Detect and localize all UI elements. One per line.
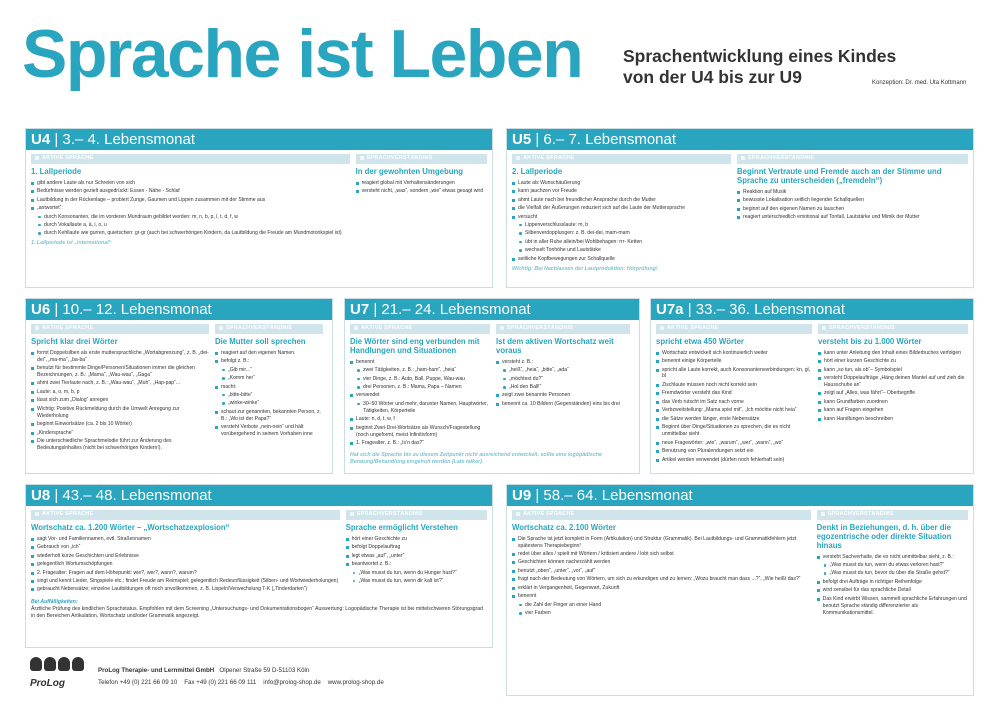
list-item: gibt andere Laute als nur Schreien von sich [31, 180, 350, 187]
list-item: „Komm her“ [215, 375, 323, 382]
list-item: Bedürfnisse werden gezielt ausgedrückt: Essen - Nähe - Schlaf [31, 188, 350, 195]
list-item: „Hol den Ball!“ [496, 384, 630, 391]
list-item: Silbenverdopplungen: z. B. dei-dei, mam-mam [512, 230, 731, 237]
section-heading: Wortschatz ca. 1.200 Wörter – „Wortschatzexplosion“ [31, 522, 230, 532]
list-item: Reaktion auf Musik [737, 189, 968, 196]
list-item: singt und kennt Lieder, Singspiele etc.; findet Freude am Reimspiel; gelegentlich Redeunflüssigkeit (Silben- und Wortwiederholungen) [31, 578, 340, 585]
website-link[interactable]: www.prolog-shop.de [327, 679, 384, 686]
list-item: wechselt Tonhöhe und Lautstärke [512, 247, 731, 254]
list-item: legt etwas „auf“, „unter“ [346, 553, 487, 560]
list-item: versteht nicht, „was“, sondern „wie“ etwas gesagt wird [356, 188, 487, 195]
list-item: „Was musst du tun, wenn du Hunger hast?“ [346, 570, 487, 577]
panel-header: U5 | 6.– 7. Lebensmonat [507, 129, 973, 150]
list-item: formt Doppelsilben als erste muttersprachliche „Wortabgrenzung“, z. B. „dei-dei“, „ma-ma“, „ba-ba“ [31, 350, 209, 364]
section-heading: Ist dem aktiven Wortschatz weit voraus [496, 336, 614, 355]
list-item: Lippenverschlusslaute: m, b [512, 222, 731, 229]
active-speech: AKTIVE SPRACHE spricht etwa 450 Wörter Wortschatz entwickelt sich kontinuierlich weiter benennt einige Körperteile spricht alle Laute korrekt, auch Konsonantenverbindungen: kn, gl, bl Zischlaute müssen noch nicht korrekt sein Fremdwörter versteht das Kind das Verb rutscht im Satz nach vorne Verbzweitstellung: „Mama spiel mit“, „Ich möchte nicht heia“ die Sätze werden länger, erste Nebensätze Beginnt über Dinge/Situationen zu sprechen, die es nicht unmittelbar sieht neue Fragewörter: „wie“, „warum“, „wer“, „wann“, „wo“ Benutzung von Pluralendungen setzt ein Artikel werden verwendet (dürfen noch fehlerhaft sein) [656, 325, 811, 463]
list-item: macht: [215, 384, 323, 391]
active-speech: AKTIVE SPRACHE Wortschatz ca. 2.100 Wörter Die Sprache ist jetzt komplett in Form (Artikulation) und Struktur (Grammatik). Bei Lautbildungs- und Grammatikfehlern jetzt spätestens Therapiebeginn! redet über alles / spielt mit Wörtern / kritisiert andere / lobt sich selbst Geschichten können nacherzählt werden benutzt „oben“, „unter“, „vor“, „auf“ fragt nach der Bedeutung von Wörtern, um sich zu erkundigen und zu lernen: „Wozu braucht man dass ...?“, „Wie heißt das?“ erklärt in Vergangenheit, Gegenwart, Zukunft benennt die Zahl der Finger an einer Hand vier Farben [512, 510, 811, 619]
list-item: gelegentlich Wortumschöpfungen [31, 561, 340, 568]
list-item: bewusste Lokalisation seitlich liegender Schallquellen [737, 197, 968, 204]
active-speech: AKTIVE SPRACHE 2. Lallperiode Laute als Wunschäußerung kann jauchzen vor Freude ahmt Laute nach bei freundlicher Ansprache durch die Mutter die Vielfalt der Äußerungen reduziert sich auf die Laute der Muttersprache versucht Lippenverschlusslaute: m, b Silbenverdopplungen: z. B. dei-dei, mam-mam übt in aller Ruhe allein/bei Wohlbehagen: rrr- Ketten wechselt Tonhöhe und Lautstärke seitliche Kopfbewegungen zur Schallquelle Wichtig: Bei Nachlassen der Lautproduktion: Hörprüfung! [512, 154, 731, 273]
list-item: vier Dinge, z. B.: Auto, Ball, Puppe, Wau-wau [350, 376, 490, 383]
list-item: die Sätze werden länger, erste Nebensätze [656, 416, 812, 423]
note: Wichtig: Bei Nachlassen der Lautproduktion: Hörprüfung! [512, 265, 658, 272]
comprehension: SPRACHVERSTÄNDNIS Die Mutter soll sprechen reagiert auf den eigenen Namen. befolgt z. B.: „Gib mir...“ „Komm her“ macht: „bitte-bitte“ „winke-winke“ schaut zur genannten, bekannten Person, z. B.: „Wo ist der Papa?“ versteht Verbote „nein-nein“ und hält vorübergehend in seinem Vorhaben inne [215, 324, 323, 453]
list-item: benutzt „oben“, „unter“, „vor“, „auf“ [512, 568, 811, 575]
prolog-logo: ProLog [30, 655, 92, 691]
list-item: reagiert auf den eigenen Namen. [215, 350, 323, 357]
list-item: beantwortet z. B.: [346, 561, 487, 568]
section-heading: 1. Lallperiode [31, 166, 82, 176]
panel-header: U9 | 58.– 64. Lebensmonat [507, 485, 973, 506]
list-item: benennt [512, 593, 811, 600]
list-item: versteht z. B.: [496, 359, 630, 366]
list-item: zeigt auf „Alles, was fährt“– Oberbegriffe [818, 390, 968, 397]
list-item: vier Farben [512, 610, 811, 617]
list-item: versucht [512, 214, 731, 221]
list-item: „antwortet“: [31, 205, 350, 212]
list-item: sagt Vor- und Familiennamen, evtl. Straßennamen [31, 536, 340, 543]
list-item: beginnt Einwortsätze (ca. 2 bis 10 Wörter) [31, 421, 209, 428]
section-heading: In der gewohnten Umgebung [355, 166, 463, 176]
list-item: Geschichten können nacherzählt werden [512, 559, 811, 566]
list-item: benutzt für bestimmte Dinge/Personen/Situationen immer die gleichen Bezeichnungen, z. B.: „Mama“, „Wau-wau“, „Gaga“ [31, 365, 209, 379]
panel-header: U7a | 33.– 36. Lebensmonat [651, 299, 973, 320]
list-item: 30–50 Wörter und mehr, darunter Namen, Hauptwörter, Tätigkeiten, Körperteile [350, 401, 490, 415]
list-item: wird sensibel für das sprachliche Detail [817, 587, 968, 594]
list-item: Die unterschiedliche Sprachmelodie führt zur Änderung des Bedeutungsinhaltes (nicht bei schwerhörigen Kindern!). [31, 438, 209, 452]
list-item: Laute: n, d, t, w, f [350, 416, 490, 423]
panel-header: U4 | 3.– 4. Lebensmonat [26, 129, 492, 150]
panel-u7 [344, 298, 640, 474]
list-item: Fremdwörter versteht das Kind [656, 390, 812, 397]
list-item: Wichtig: Positive Rückmeldung durch die Umwelt Anregung zur Wiederholung [31, 406, 209, 420]
list-item: versteht Verbote „nein-nein“ und hält vorübergehend in seinem Vorhaben inne [215, 424, 323, 438]
list-item: Laute als Wunschäußerung [512, 180, 731, 187]
page-subtitle: Sprachentwicklung eines Kindes von der U4 bis zur U9 [623, 46, 897, 87]
list-item: zeigt zwei benannte Personen [496, 392, 630, 399]
list-item: „möchtest du?“ [496, 376, 630, 383]
list-item: Die Sprache ist jetzt komplett in Form (Artikulation) und Struktur (Grammatik). Bei Lautbildungs- und Grammatikfehlern jetzt spätestens Therapiebeginn! [512, 536, 811, 550]
list-item: Lautbildung in der Rückenlage – probiert Zunge, Gaumen und Lippen zusammen mit der Stimme aus [31, 197, 350, 204]
comprehension: SPRACHVERSTÄNDNIS Sprache ermöglicht Verstehen hört einer Geschichte zu befolgt Doppelauftrag legt etwas „auf“, „unter“ beantwortet z. B.: „Was musst du tun, wenn du Hunger hast?“ „Was musst du tun, wenn dir kalt ist?“ [346, 510, 487, 595]
list-item: die Vielfalt der Äußerungen reduziert sich auf die Laute der Muttersprache [512, 205, 731, 212]
comprehension: SPRACHVERSTÄNDNIS In der gewohnten Umgebung reagiert global mit Verhaltensänderungen versteht nicht, „was“, sondern „wie“ etwas gesagt wird [356, 154, 487, 248]
section-heading: Wortschatz ca. 2.100 Wörter [512, 522, 616, 532]
list-item: 2. Fragealter: Fragen auf dem Höhepunkt: wie?, wer?, wann?, warum? [31, 570, 340, 577]
list-item: ahmt zwei Tierlaute nach, z. B.: „Wau-wau“, „Muh“, „Hap-pap“... [31, 380, 209, 387]
list-item: kann unter Anleitung den Inhalt eines Bilderbuches verfolgen [818, 350, 968, 357]
list-item: „Kindersprache“ [31, 430, 209, 437]
panel-u9 [506, 484, 974, 696]
comprehension: SPRACHVERSTÄNDNIS Ist dem aktiven Wortschatz weit voraus versteht z. B.: „heiß“, „heia“, „bitte“, „ada“ „möchtest du?“ „Hol den Ball!“ zeigt zwei benannte Personen benennt ca. 10 Bildern (Gegenständen) eins bis drei [496, 324, 630, 449]
list-item: Laute: a, o, m, b, p [31, 389, 209, 396]
list-item: verwendet [350, 392, 490, 399]
section-heading: Die Mutter soll sprechen [215, 336, 306, 346]
list-item: seitliche Kopfbewegungen zur Schallquelle [512, 256, 731, 263]
panel-u4 [25, 128, 493, 288]
comprehension: SPRACHVERSTÄNDNIS Beginnt Vertraute und Fremde auch an der Stimme und Sprache zu unterscheiden („fremdeln“) Reaktion auf Musik bewusste Lokalisation seitlich liegender Schallquellen beginnt auf den eigenen Namen zu lauschen reagiert unterschiedlich emotional auf Tonfall, Lautstärke und Mimik der Mutter [737, 154, 968, 273]
list-item: die Zahl der Finger an einer Hand [512, 602, 811, 609]
list-item: kann „so tun, als ob“– Symbolspiel [818, 367, 968, 374]
contact-line: Telefon +49 (0) 221 66 09 10 Fax +49 (0) 221 66 09 111 info@prolog-shop.de www.prolog-shop.de [98, 679, 384, 686]
email-link[interactable]: info@prolog-shop.de [263, 679, 321, 686]
list-item: hört einer kurzen Geschichte zu [818, 358, 968, 365]
panel-header: U6 | 10.– 12. Lebensmonat [26, 299, 332, 320]
note: Hat sich die Sprache bis zu diesem Zeitpunkt nicht ausreichend entwickelt, sollte eine logopädische Beratung/Behandlung eingeholt werden (Late talker). [350, 451, 602, 465]
list-item: Benutzung von Pluralendungen setzt ein [656, 448, 812, 455]
section-heading: versteht bis zu 1.000 Wörter [818, 336, 922, 346]
section-heading: Denkt in Beziehungen, d. h. über die egozentrische oder direkte Situation hinaus [816, 522, 952, 550]
page-title: Sprache ist Leben [22, 16, 583, 92]
list-item: Wortschatz entwickelt sich kontinuierlich weiter [656, 350, 812, 357]
list-item: wiederholt kurze Geschichten und Erlebnisse [31, 553, 340, 560]
list-item: „Was musst du tun, bevor du über die Straße gehst?“ [817, 570, 968, 577]
comprehension: SPRACHVERSTÄNDNIS versteht bis zu 1.000 Wörter kann unter Anleitung den Inhalt eines Bilderbuches verfolgen hört einer kurzen Geschichte zu kann „so tun, als ob“– Symbolspiel versteht Doppelaufträge „Häng deinen Mantel auf und zieh die Hausschuhe an“ zeigt auf „Alles, was fährt“– Oberbegriffe kann Grundfarben zuordnen kann auf Fragen eingehen kann Handlungen beschreiben [818, 324, 968, 465]
list-item: das Verb rutscht im Satz nach vorne [656, 399, 812, 406]
section-heading: Die Wörter sind eng verbunden mit Handlungen und Situationen [350, 336, 480, 355]
panel-u8 [25, 484, 493, 648]
list-item: kann jauchzen vor Freude [512, 188, 731, 195]
list-item: neue Fragewörter: „wie“, „warum“, „wer“, „wann“, „wo“ [656, 440, 812, 447]
list-item: „heiß“, „heia“, „bitte“, „ada“ [496, 367, 630, 374]
section-heading: Sprache ermöglicht Verstehen [345, 522, 458, 532]
list-item: Artikel werden verwendet (dürfen noch fehlerhaft sein) [656, 457, 812, 464]
list-item: „Was musst du tun, wenn du etwas verloren hast?“ [817, 562, 968, 569]
list-item: durch Konsonanten, die im vorderen Mundraum gebildet werden: m, n, b, p, l, t, d, f, w [31, 214, 350, 221]
list-item: „winke-winke“ [215, 400, 323, 407]
list-item: lässt sich zum „Dialog“ anregen [31, 397, 209, 404]
list-item: 1. Fragealter, z. B.: „Is'n das?“ [350, 440, 490, 447]
credit: Konzeption: Dr. med. Uta Kottmann [872, 80, 967, 86]
list-item: versteht Sachverhalte, die es nicht unmittelbar sieht, z. B.: [817, 554, 968, 561]
list-item: übt in aller Ruhe allein/bei Wohlbehagen: rrr- Ketten [512, 239, 731, 246]
list-item: durch Kehllaute wie gurren, quietschen: gr-gr (auch bei schwerhörigen Kindern, da Lautbildung die Freude am Mundmotorikspiel ist) [31, 230, 350, 237]
list-item: benennt einige Körperteile [656, 358, 812, 365]
list-item: Gebrauch von „ich“ [31, 544, 340, 551]
list-item: redet über alles / spielt mit Wörtern / kritisiert andere / lobt sich selbst [512, 551, 811, 558]
list-item: drei Personen, z. B.: Mama, Papa – Namen [350, 384, 490, 391]
comprehension: SPRACHVERSTÄNDNIS Denkt in Beziehungen, d. h. über die egozentrische oder direkte Situation hinaus versteht Sachverhalte, die es nicht unmittelbar sieht, z. B.: „Was musst du tun, wenn du etwas verloren hast?“ „Was musst du tun, bevor du über die Straße gehst?“ befolgt drei Aufträge in richtiger Reihenfolge wird sensibel für das sprachliche Detail Das Kind erwirbt Wissen, sammelt sprachliche Erfahrungen und benutzt Sprache ständig differenzierter als Kommunikationsmittel. [816, 511, 967, 616]
list-item: ahmt Laute nach bei freundlicher Ansprache durch die Mutter [512, 197, 731, 204]
list-item: Das Kind erwirbt Wissen, sammelt sprachliche Erfahrungen und benutzt Sprache ständig differenzierter als Kommunikationsmittel. [817, 596, 968, 617]
list-item: „Was musst du tun, wenn dir kalt ist?“ [346, 578, 487, 585]
list-item: Beginnt über Dinge/Situationen zu sprechen, die es nicht unmittelbar sieht [656, 424, 812, 438]
list-item: befolgt Doppelauftrag [346, 544, 487, 551]
section-heading: Spricht klar drei Wörter [31, 336, 118, 346]
list-item: spricht alle Laute korrekt, auch Konsonantenverbindungen: kn, gl, bl [656, 367, 812, 381]
list-item: zwei Tätigkeiten, z. B.: „ham-ham“, „heia“ [350, 367, 490, 374]
company-line: ProLog Therapie- und Lernmittel GmbH Olpener Straße 59 D-51103 Köln [98, 667, 310, 674]
list-item: Zischlaute müssen noch nicht korrekt sein [656, 382, 812, 389]
list-item: versteht Doppelaufträge „Häng deinen Mantel auf und zieh die Hausschuhe an“ [818, 375, 968, 389]
list-item: hört einer Geschichte zu [346, 536, 487, 543]
active-speech: AKTIVE SPRACHE 1. Lallperiode gibt andere Laute als nur Schreien von sich Bedürfnisse werden gezielt ausgedrückt: Essen - Nähe - Schlaf Lautbildung in der Rückenlage – probiert Zunge, Gaumen und Lippen zusammen mit der Stimme aus „antwortet“: durch Konsonanten, die im vorderen Mundraum gebildet werden: m, n, b, p, l, t, d, f, w durch Vokallaute a, ä, i, o, u durch Kehllaute wie gurren, quietschen: gr-gr (auch bei schwerhörigen Kindern, da Lautbildung die Freude am Mundmotorikspiel ist) 1. Lallperiode ist „international“ [31, 154, 350, 248]
list-item: befolgt z. B.: [215, 358, 323, 365]
list-item: kann Handlungen beschreiben [818, 416, 968, 423]
list-item: kann Grundfarben zuordnen [818, 399, 968, 406]
list-item: benennt ca. 10 Bildern (Gegenständen) eins bis drei [496, 401, 630, 408]
list-item: „bitte-bitte“ [215, 392, 323, 399]
list-item: reagiert global mit Verhaltensänderungen [356, 180, 487, 187]
panel-header: U8 | 43.– 48. Lebensmonat [26, 485, 492, 506]
panel-u7a [650, 298, 974, 474]
list-item: kann auf Fragen eingehen [818, 407, 968, 414]
list-item: benennt [350, 359, 490, 366]
section-heading: 2. Lallperiode [512, 166, 563, 176]
list-item: erklärt in Vergangenheit, Gegenwart, Zukunft [512, 585, 811, 592]
panel-header: U7 | 21.– 24. Lebensmonat [345, 299, 639, 320]
list-item: reagiert unterschiedlich emotional auf Tonfall, Lautstärke und Mimik der Mutter [737, 214, 968, 221]
section-heading: spricht etwa 450 Wörter [656, 336, 744, 346]
panel-u6 [25, 298, 333, 474]
list-item: „Gib mir...“ [215, 367, 323, 374]
note: Bei Auffälligkeiten: Ärztliche Prüfung des kindlichen Sprachstatus. Empfohlen mit dem Screening „Untersuchungs- und Dokumentationsbogen“ Auswertung: Logopädische Therapie ist bei mittelschweren Störungsgrad in den Bereichen Artikulation, Wortschatz und/oder Grammatik angezeigt. [31, 598, 484, 620]
section-heading: Beginnt Vertraute und Fremde auch an der Stimme und Sprache zu unterscheiden („fremdeln“) [737, 166, 942, 185]
list-item: schaut zur genannten, bekannten Person, z. B.: „Wo ist der Papa?“ [215, 409, 323, 423]
list-item: beginnt auf den eigenen Namen zu lauschen [737, 206, 968, 213]
note: 1. Lallperiode ist „international“ [31, 240, 112, 247]
list-item: durch Vokallaute a, ä, i, o, u [31, 222, 350, 229]
panel-u5 [506, 128, 974, 288]
active-speech: AKTIVE SPRACHE Wortschatz ca. 1.200 Wörter – „Wortschatzexplosion“ sagt Vor- und Familiennamen, evtl. Straßennamen Gebrauch von „ich“ wiederholt kurze Geschichten und Erlebnisse gelegentlich Wortumschöpfungen 2. Fragealter: Fragen auf dem Höhepunkt: wie?, wer?, wann?, warum? singt und kennt Lieder, Singspiele etc.; findet Freude am Reimspiel; gelegentlich Redeunflüssigkeit (Silben- und Wortwiederholungen) gebraucht Nebensätze; einzelne Lautbildungen oft noch unvollkommen, z. B. Lispeln/Verwechslung T-K („Tinderdarten“) [31, 511, 339, 593]
list-item: befolgt drei Aufträge in richtiger Reihenfolge [817, 579, 968, 586]
active-speech: AKTIVE SPRACHE Die Wörter sind eng verbunden mit Handlungen und Situationen benennt zwei Tätigkeiten, z. B.: „ham-ham“, „heia“ vier Dinge, z. B.: Auto, Ball, Puppe, Wau-wau drei Personen, z. B.: Mama, Papa – Namen verwendet 30–50 Wörter und mehr, darunter Namen, Hauptwörter, Tätigkeiten, Körperteile Laute: n, d, t, w, f beginnt Zwei-Drei-Wortsätze als Wunsch/Fragestellung (noch ungeformt, meist Infinitivform) 1. Fragealter, z. B.: „Is'n das?“ [350, 324, 490, 449]
active-speech: AKTIVE SPRACHE Spricht klar drei Wörter formt Doppelsilben als erste muttersprachliche „Wortabgrenzung“, z. B. „dei-dei“, „ma-ma“, „ba-ba“ benutzt für bestimmte Dinge/Personen/Situationen immer die gleichen Bezeichnungen, z. B.: „Mama“, „Wau-wau“, „Gaga“ ahmt zwei Tierlaute nach, z. B.: „Wau-wau“, „Muh“, „Hap-pap“... Laute: a, o, m, b, p lässt sich zum „Dialog“ anregen Wichtig: Positive Rückmeldung durch die Umwelt Anregung zur Wiederholung beginnt Einwortsätze (ca. 2 bis 10 Wörter) „Kindersprache“ Die unterschiedliche Sprachmelodie führt zur Änderung des Bedeutungsinhaltes (nicht bei schwerhörigen Kindern!). [31, 325, 209, 451]
list-item: Verbzweitstellung: „Mama spiel mit“, „Ich möchte nicht heia“ [656, 407, 812, 414]
list-item: fragt nach der Bedeutung von Wörtern, um sich zu erkundigen und zu lernen: „Wozu braucht man dass ...?“, „Wie heißt das?“ [512, 576, 811, 583]
list-item: gebraucht Nebensätze; einzelne Lautbildungen oft noch unvollkommen, z. B. Lispeln/Verwechslung T-K („Tinderdarten“) [31, 586, 340, 593]
list-item: beginnt Zwei-Drei-Wortsätze als Wunsch/Fragestellung (noch ungeformt, meist Infinitivform) [350, 425, 490, 439]
logo-heads-icon [30, 655, 92, 677]
